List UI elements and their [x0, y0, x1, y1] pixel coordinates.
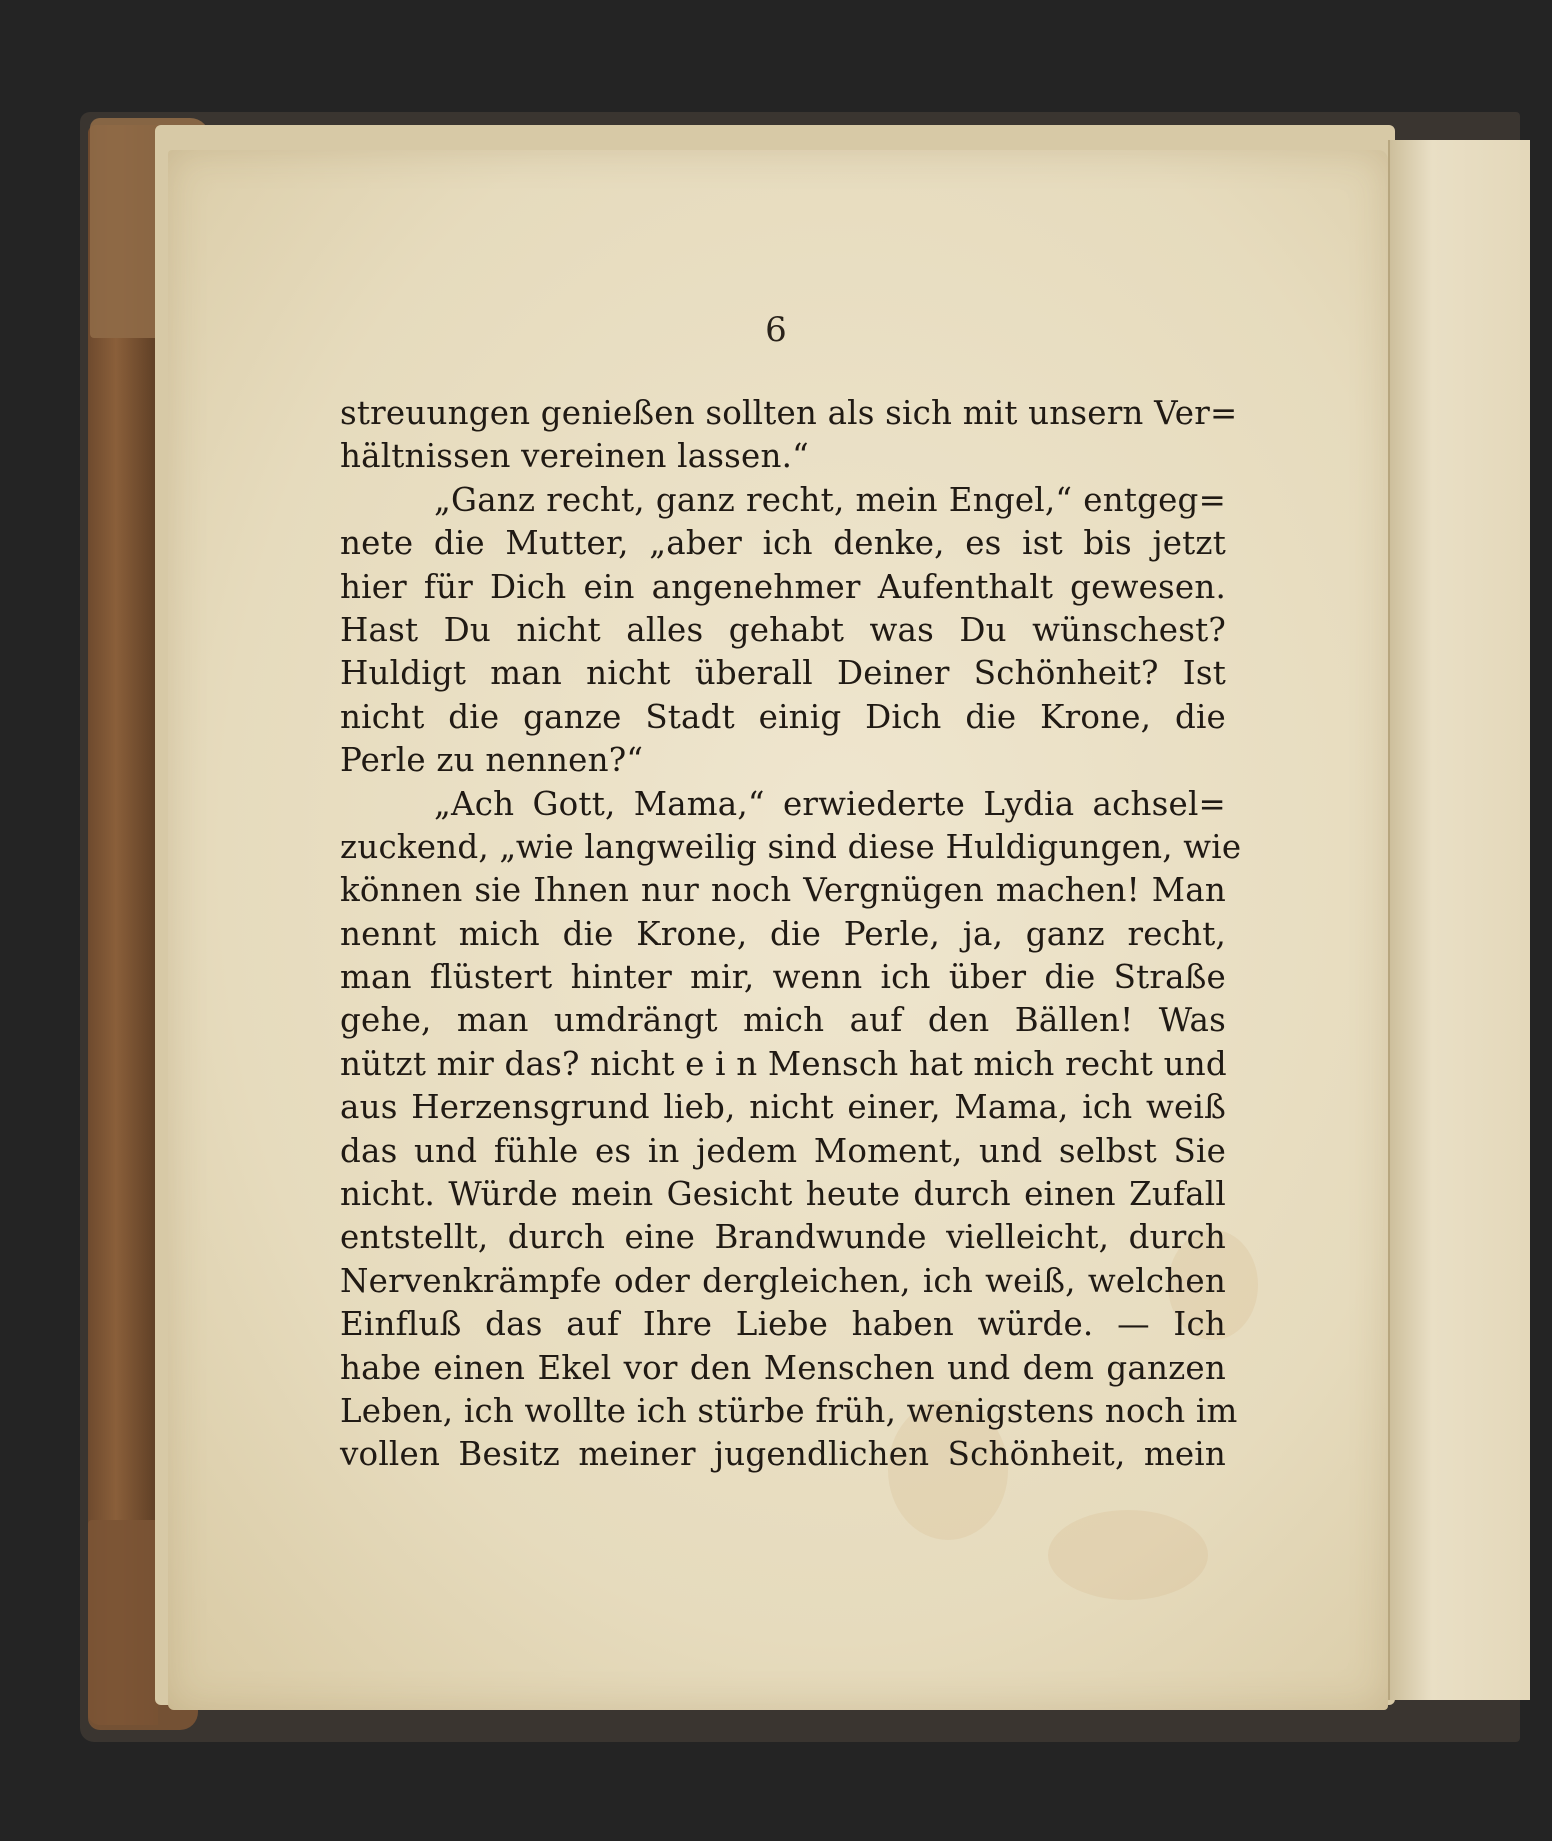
- text-line: Leben, ich wollte ich stürbe früh, wenigstens noch im: [340, 1391, 1238, 1430]
- text-line: „Ganz recht, ganz recht, mein Engel,“ entgeg=: [434, 480, 1226, 519]
- text-line: nennt mich die Krone, die Perle, ja, ganz recht,: [340, 914, 1226, 953]
- text-line: Perle zu nennen?“: [340, 741, 644, 780]
- text-line: hältnissen vereinen lassen.“: [340, 437, 809, 476]
- book-spine-edge: [88, 125, 158, 1725]
- text-line: „Ach Gott, Mama,“ erwiederte Lydia achsel=: [434, 784, 1226, 823]
- text-line: können sie Ihnen nur noch Vergnügen machen! Man: [340, 871, 1226, 910]
- text-line: Hast Du nicht alles gehabt was Du wünschest?: [340, 610, 1226, 649]
- text-line: nützt mir das? nicht e i n Mensch hat mich recht und: [340, 1044, 1227, 1083]
- text-line: aus Herzensgrund lieb, nicht einer, Mama, ich weiß: [340, 1088, 1226, 1127]
- text-line: habe einen Ekel vor den Menschen und dem ganzen: [340, 1348, 1226, 1387]
- text-line: vollen Besitz meiner jugendlichen Schönheit, mein: [340, 1435, 1226, 1474]
- text-line: entstellt, durch eine Brandwunde vielleicht, durch: [340, 1218, 1226, 1257]
- paper-stain: [1048, 1510, 1208, 1600]
- text-line: nicht. Würde mein Gesicht heute durch einen Zufall: [340, 1175, 1226, 1214]
- text-line: zuckend, „wie langweilig sind diese Huldigungen, wie: [340, 827, 1242, 866]
- facing-page-edge: [1388, 140, 1530, 1700]
- body-text: [340, 392, 1242, 1477]
- text-line: streuungen genießen sollten als sich mit unsern Ver=: [340, 394, 1238, 432]
- page-number: 6: [765, 310, 787, 350]
- text-line: hier für Dich ein angenehmer Aufenthalt gewesen.: [340, 567, 1226, 606]
- text-line: man flüstert hinter mir, wenn ich über die Straße: [340, 958, 1226, 997]
- text-line: das und fühle es in jedem Moment, und selbst Sie: [340, 1131, 1226, 1170]
- text-line: Einfluß das auf Ihre Liebe haben würde. — Ich: [340, 1305, 1226, 1344]
- text-line: Nervenkrämpfe oder dergleichen, ich weiß, welchen: [340, 1261, 1226, 1300]
- text-line: Huldigt man nicht überall Deiner Schönheit? Ist: [340, 654, 1226, 693]
- text-line: nicht die ganze Stadt einig Dich die Krone, die: [340, 697, 1226, 736]
- text-line: gehe, man umdrängt mich auf den Bällen! Was: [340, 1001, 1226, 1040]
- text-line: nete die Mutter, „aber ich denke, es ist bis jetzt: [340, 524, 1226, 563]
